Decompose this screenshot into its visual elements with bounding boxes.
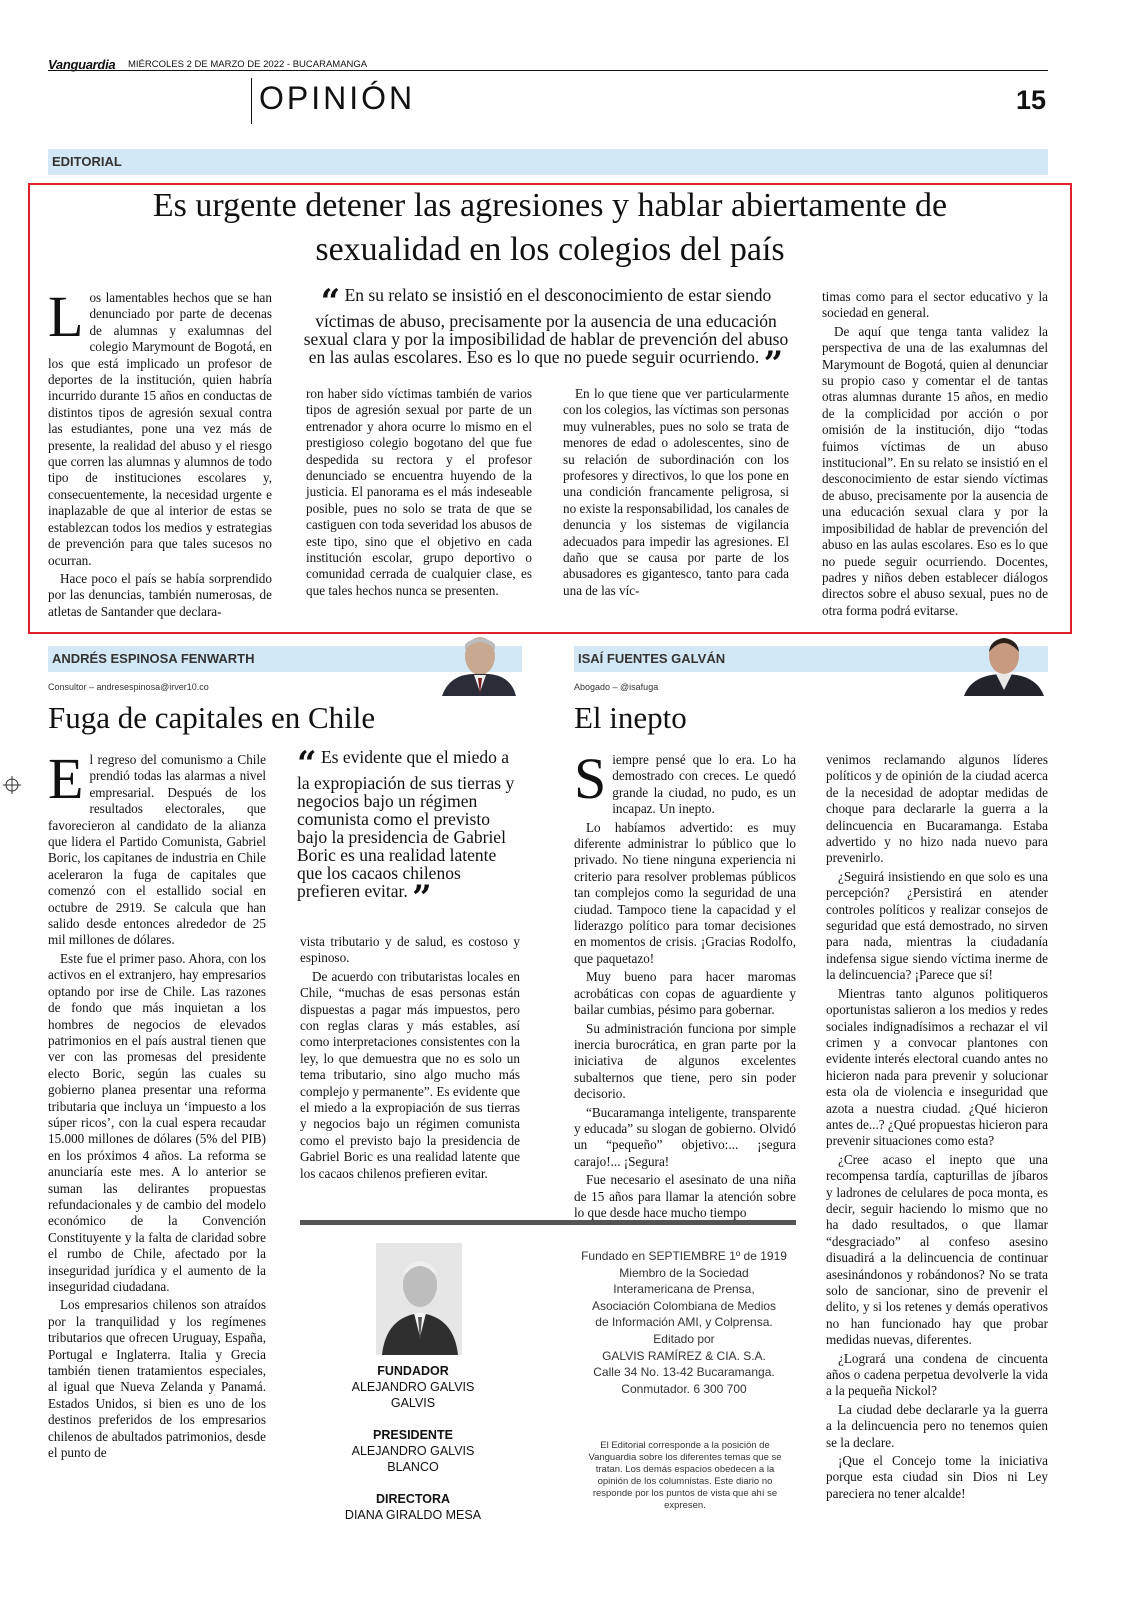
right-col1-p2: Lo habíamos advertido: es muy diferente administrar lo público que lo privado. No tiene ninguna experiencia ni criterio para resolver problemas públicos tan complejos como la seguridad de una ciudad. Tampoco tiene la capacidad y el liderazgo político para tomar decisiones en momentos de crisis. ¡Gracias Rodolfo, que paquetazo!: [574, 819, 796, 966]
editorial-kicker: EDITORIAL: [52, 154, 122, 169]
registration-mark-icon: [3, 776, 21, 794]
right-dropcap: S: [574, 746, 607, 811]
right-author-photo: [960, 632, 1046, 696]
editorial-col1-p1: os lamentables hechos que se han denunciado por parte de decenas de alumnas y exalumnas del colegio Marymount de Bogotá, en los que está implicado un profesor de deportes de la institución, quien habría incurrido durante 15 años en conductas de distintos tipos de agresión sexual contra las estudiantes, pone una vez más de presente, la realidad del abuso y el riesgo que corren las alumnas y alumnos de todo tipo de instituciones escolares y, consecuentemente, la necesidad urgente e inaplazable de que al interior de estas se establezcan todos los medios y estrategias de prevención para que tales sucesos no ocurran.: [48, 290, 272, 568]
left-col1: [48, 746, 266, 1463]
left-dropcap: E: [48, 746, 84, 811]
right-author-byline: Abogado – @isafuga: [574, 682, 659, 692]
left-col2-p1: vista tributario y de salud, es costoso y espinoso.: [300, 934, 520, 966]
close-quote-icon: ”: [763, 344, 784, 384]
masthead-disclaimer: El Editorial corresponde a la posición de Vanguardia sobre los diferentes temas que se tratan. Los demás espacios obedecen a la opinión de los columnistas. Este diario no responde por los puntos de vista que ahí se expresen.: [588, 1440, 782, 1511]
close-quote-icon: ”: [412, 878, 432, 918]
info-line: Fundado en SEPTIEMBRE 1º de 1919: [581, 1249, 787, 1263]
editorial-col1-p2: Hace poco el país se había sorprendido por las denuncias, también numerosas, de atletas de Santander que declara-: [48, 570, 272, 619]
left-pullquote-text: Es evidente que el miedo a la expropiación de sus tierras y negocios bajo un régimen comunista como el previsto bajo la presidencia de Gabriel Boric es una realidad latente que los cacaos chilenos prefieren evitar.: [297, 747, 515, 901]
editorial-kicker-bar: [48, 149, 1048, 175]
section-title: OPINIÓN: [259, 80, 416, 116]
editorial-dropcap: L: [48, 284, 84, 349]
editorial-col3-p1: En lo que tiene que ver particularmente con los colegios, las víctimas son personas muy vulnerables, pues no solo se trata de menores de edad o adolescentes, sino de su relación de subordinación con los profesores y directivos, lo que los pone en una condición francamente peligrosa, si no existe la responsabilidad, los canales de denuncia y los sistemas de vigilancia adecuados para impedir las agresiones. El daño que se causa por parte de los abusadores es gigantesco, tanto para cada una de las víc-: [563, 386, 789, 598]
info-line: Calle 34 No. 13-42 Bucaramanga.: [593, 1365, 775, 1380]
masthead-info: [568, 1248, 800, 1397]
right-column-headline: El inepto: [574, 700, 687, 735]
info-line: Editado por: [653, 1331, 715, 1346]
right-col1-p1: iempre pensé que lo era. Lo ha demostrado con creces. Le quedó grande la ciudad, no pudo, es un incapaz. Un inepto.: [612, 752, 796, 817]
editorial-pullquote-text: En su relato se insistió en el desconocimiento de estar siendo víctimas de abuso, precisamente por la ausencia de una educación sexual clara y por la imposibilidad de hablar de prevención del abuso en las aulas escolares. Eso es lo que no puede seguir ocurriendo.: [303, 285, 789, 367]
right-col1: [574, 746, 796, 1223]
right-col2-p2: ¿Seguirá insistiendo en que solo es una percepción? ¿Persistirá en atender controles políticos y realizar consejos de seguridad que está demostrado, no sirven para nada, mientras la ciudadanía indefensa sigue siendo víctima inerme de la delincuencia? ¡Parece que sí!: [826, 868, 1048, 983]
logo: Vanguardia: [48, 57, 116, 72]
right-col2-p5: ¿Logrará una condena de cincuenta años o cadena perpetua devolverle la vida a la pequeña Nickol?: [826, 1350, 1048, 1399]
presidente-name: ALEJANDRO GALVIS BLANCO: [351, 1444, 475, 1474]
editorial-col2: [306, 386, 532, 601]
directora-label: DIRECTORA: [375, 1492, 451, 1506]
left-author-name: ANDRÉS ESPINOSA FENWARTH: [52, 651, 255, 666]
editorial-col1: [48, 284, 272, 622]
editorial-headline-line1: Es urgente detener las agresiones y hablar abiertamente de: [152, 187, 948, 224]
directora-name: DIANA GIRALDO MESA: [344, 1508, 482, 1522]
right-col1-p6: Fue necesario el asesinato de una niña de 15 años para llamar la atención sobre lo que desde hace mucho tiempo: [574, 1172, 796, 1220]
presidente-label: PRESIDENTE: [373, 1428, 453, 1442]
fundador-label: FUNDADOR: [377, 1364, 449, 1378]
right-col2-p7: ¡Que el Concejo tome la iniciativa porque esta ciudad sin Dios ni Ley pareciera no tener alcalde!: [826, 1453, 1048, 1501]
editorial-col4-p1: timas como para el sector educativo y la sociedad en general.: [822, 289, 1048, 321]
dateline: MIÉRCOLES 2 DE MARZO DE 2022 - BUCARAMANGA: [128, 59, 368, 70]
right-col2-p3: Mientras tanto algunos politiqueros oportunistas salieron a los medios y redes sociales indignadísimos a rechazar el vil crimen y a convocar plantones con evidente interés electoral cuando antes no hicieron nada para prevenir y solucionar esta ola de violencia e inseguridad que azota a nuestra ciudad. ¿Qué hicieron antes de...? ¿Qué propuestas hicieron para prevenir situaciones como esta?: [826, 985, 1048, 1149]
masthead-staff: [330, 1363, 496, 1523]
info-line: Conmutador. 6 300 700: [621, 1381, 747, 1396]
editorial-col2-p1: ron haber sido víctimas también de varios tipos de agresión sexual por parte de un entrenador y ahora ocurre lo mismo en el prestigioso colegio bogotano del que fue despedida su rectora y el profesor denunciado se encuentra huyendo de la justicia. El panorama es el más indeseable posible, pues no solo se trata de que se castiguen con toda severidad los abusos de este tipo, sino que el objetivo en cada institución escolar, grupo deportivo o comunidad cerrada de cualquier clase, es que tales hechos nunca se presenten.: [306, 386, 532, 598]
right-col2: [826, 752, 1048, 1504]
left-col1-p1: l regreso del comunismo a Chile prendió todas las alarmas a nivel empresarial. Después de los resultados electorales, que favorecieron al candidato de la alianza que lidera el Partido Comunista, Gabriel Boric, los capitanes de industria en Chile aceleraron la fuga de capitales que comenzó con el estallido social en octubre de 2919. Se calcula que han salido desde entonces alrededor de 25 mil millones de dólares.: [48, 752, 266, 948]
left-author-byline: Consultor – andresespinosa@irver10.co: [48, 682, 209, 692]
right-col2-p6: La ciudad debe declararle ya la guerra a la delincuencia pero no tenemos quien se la declare.: [826, 1401, 1048, 1450]
editorial-col3: [563, 386, 789, 601]
editorial-headline-line2: sexualidad en los colegios del país: [315, 231, 785, 268]
info-line: de Información AMI, y Colprensa.: [595, 1315, 773, 1330]
left-col2: [300, 934, 520, 1184]
left-author-photo: [436, 632, 516, 696]
fundador-name: ALEJANDRO GALVIS GALVIS: [351, 1380, 475, 1410]
left-column-headline: Fuga de capitales en Chile: [48, 700, 376, 735]
info-line: Interamericana de Prensa,: [613, 1282, 755, 1297]
section-divider: [251, 78, 252, 124]
left-col1-p3: Los empresarios chilenos son atraídos por la tranquilidad y los regímenes tributarios que ofrecen Uruguay, España, Portugal e Inglaterra. Italia y Grecia también tienen tratamientos especiales, al igual que Nueva Zelanda y Panamá. Estados Unidos, si bien es uno de los destinos preferidos de los empresarios chilenos de abultados patrimonios, desde el punto de: [48, 1297, 266, 1461]
open-quote-icon: “: [320, 282, 341, 322]
editorial-pullquote: [300, 282, 792, 384]
left-pullquote: [297, 744, 519, 918]
top-rule: [48, 70, 1048, 71]
right-col1-p4: Su administración funciona por simple inercia burocrática, en gran parte por la iniciativa de algunos excelentes subalternos que tiene, pero sin poder decisorio.: [574, 1020, 796, 1102]
info-line: GALVIS RAMÍREZ & CIA. S.A.: [602, 1348, 766, 1363]
left-col2-p2: De acuerdo con tributaristas locales en Chile, “muchas de esas personas están dispuestas a pagar más impuestos, pero con reglas claras y más estables, así como interpretaciones consistentes con la ley, lo que demuestra que no es solo un tema tributario, sino algo mucho más complejo y permanente”. Es evidente que el miedo a la expropiación de sus tierras y negocios bajo un régimen comunista como el previsto bajo la presidencia de Gabriel Boric es una realidad latente que los cacaos chilenos prefieren evitar.: [300, 968, 520, 1181]
right-author-name: ISAÍ FUENTES GALVÁN: [578, 651, 726, 666]
right-col1-p5: “Bucaramanga inteligente, transparente y educada” su slogan de gobierno. Olvidó un “pequeño” objetivo:... ¡segura carajo!... ¡Segura!: [574, 1104, 796, 1169]
editorial-col4: [822, 289, 1048, 621]
editorial-headline: [40, 184, 1060, 272]
founder-photo: [376, 1243, 462, 1355]
page-number: 15: [1016, 85, 1047, 115]
right-col2-p1: venimos reclamando algunos líderes políticos y de opinión de la ciudad acerca de la necesidad de adoptar medidas de choque para declararle la guerra a la delincuencia en Bucaramanga. Estaba advertido y no hizo nada nuevo para prevenirlo.: [826, 752, 1048, 866]
editorial-col4-p2: De aquí que tenga tanta validez la perspectiva de una de las exalumnas del Marymount de Bogotá, quien al denunciar su propio caso y comentar el de tantas otras alumnas durante 15 años, en medio de la complicidad por acción o por omisión de la institución, dijo “todas fuimos víctimas de un abuso institucional”. En su relato se insistió en el desconocimiento de estar siendo víctimas de abuso, precisamente por la ausencia de una educación sexual clara y por la imposibilidad de hablar de prevención del abuso en las aulas escolares. Eso es lo que no puede seguir ocurriendo. Docentes, padres y niños deben establecer diálogos directos sobre el abuso sexual, pues no de otra forma podrá evitarse.: [822, 323, 1048, 618]
right-col2-p4: ¿Cree acaso el inepto que una recompensa tardía, capturillas de jíbaros y ladrones de celulares de poca monta, es decir, seguir haciendo lo mismo que no ha dado resultados, o que llamar “desgraciado” al confeso asesino disuadirá a la delincuencia de continuar asesinándonos y robándonos? No se trata solo de sancionar, sino de prevenir el delito, y si los retenes y demás operativos no han funcionado hay que probar medidas nuevas, diferentes.: [826, 1151, 1048, 1348]
open-quote-icon: “: [297, 744, 317, 784]
info-line: Asociación Colombiana de Medios: [591, 1298, 777, 1313]
right-col1-p3: Muy bueno para hacer maromas acrobáticas con copas de aguardiente y bailar cumbias, pésimo para gobernar.: [574, 969, 796, 1018]
info-line: Miembro de la Sociedad: [619, 1265, 749, 1280]
left-col1-p2: Este fue el primer paso. Ahora, con los activos en el extranjero, hay empresarios optando por irse de Chile. Las razones de fondo que más inquietan a los hombres de negocios de elevados patrimonios en el país austral tienen que ver con las promesas del presidente electo Boric, según las cuales su gobierno planea presentar una reforma tributaria que incluya un ‘impuesto a los súper ricos’, con la cual espera recaudar 15.000 millones de dólares (5% del PIB) en los próximos 4 años. La reforma se anunciaría este mes. A lo anterior se suman las delirantes propuestas refundacionales y de cambio del modelo económico de la Convención Constituyente y la falta de claridad sobre el rumbo de Chile, afectado por la inseguridad jurídica y el aumento de la inseguridad ciudadana.: [48, 950, 266, 1294]
